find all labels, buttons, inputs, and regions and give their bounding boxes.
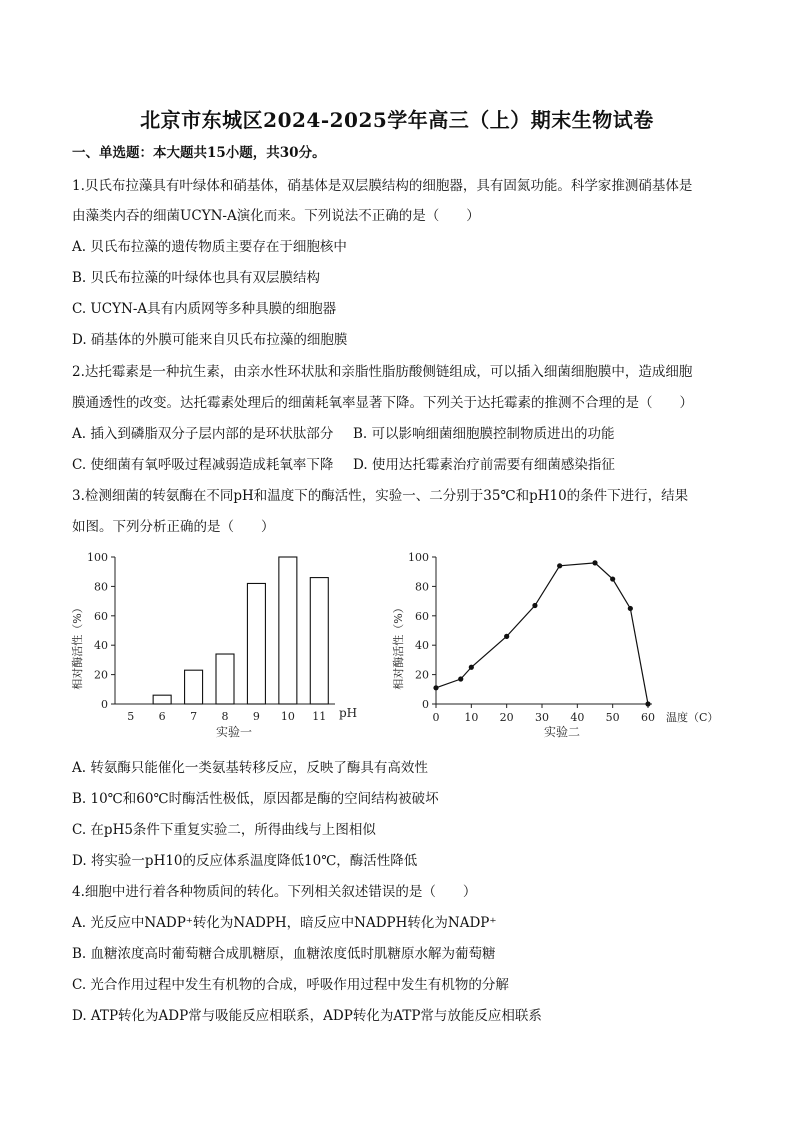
q2-option-b: B. 可以影响细菌细胞膜控制物质进出的功能 bbox=[353, 426, 615, 442]
series-line bbox=[436, 563, 648, 704]
line-chart-experiment-2 bbox=[390, 546, 735, 751]
q4-stem-line1: 4.细胞中进行着各种物质间的转化。下列相关叙述错误的是（ ） bbox=[72, 884, 477, 900]
q3-option-c: C. 在pH5条件下重复实验二，所得曲线与上图相似 bbox=[72, 822, 376, 838]
chart-caption: 实验一 bbox=[215, 725, 253, 739]
data-point bbox=[610, 576, 615, 581]
q1-stem-line2: 由藻类内吞的细菌UCYN-A演化而来。下列说法不正确的是（ ） bbox=[72, 208, 480, 224]
x-tick-label: 8 bbox=[221, 710, 229, 723]
q1-option-d: D. 硝基体的外膜可能来自贝氏布拉藻的细胞膜 bbox=[72, 332, 348, 348]
x-tick-label: 11 bbox=[312, 710, 327, 723]
page-title: 北京市东城区2024-2025学年高三（上）期末生物试卷 bbox=[140, 108, 654, 132]
bar-ph-6 bbox=[153, 695, 171, 704]
y-tick-label: 100 bbox=[87, 551, 108, 564]
x-tick-label: 50 bbox=[605, 711, 620, 724]
chart-caption: 实验二 bbox=[543, 725, 581, 739]
bar-ph-10 bbox=[279, 557, 297, 704]
y-tick-label: 60 bbox=[415, 609, 429, 623]
data-point bbox=[645, 701, 650, 706]
q4-option-b: B. 血糖浓度高时葡萄糖合成肌糖原，血糖浓度低时肌糖原水解为葡萄糖 bbox=[72, 946, 496, 962]
x-tick-label: 20 bbox=[499, 711, 514, 724]
bar-chart-experiment-1 bbox=[64, 546, 364, 751]
q4-option-a: A. 光反应中NADP⁺转化为NADPH，暗反应中NADPH转化为NADP⁺ bbox=[72, 915, 497, 931]
q3-option-a: A. 转氨酶只能催化一类氨基转移反应，反映了酶具有高效性 bbox=[72, 760, 428, 776]
q4-option-c: C. 光合作用过程中发生有机物的合成，呼吸作用过程中发生有机物的分解 bbox=[72, 977, 509, 993]
q2-option-c: C. 使细菌有氧呼吸过程减弱造成耗氧率下降 bbox=[72, 457, 334, 473]
data-point bbox=[433, 685, 438, 690]
x-tick-label: 10 bbox=[280, 710, 295, 723]
data-point bbox=[628, 606, 633, 611]
y-tick-label: 100 bbox=[408, 551, 429, 564]
x-tick-label: 10 bbox=[464, 711, 479, 724]
section-heading: 一、单选题：本大题共15小题，共30分。 bbox=[72, 145, 326, 161]
x-tick-label: 9 bbox=[252, 710, 260, 723]
x-tick-label: 0 bbox=[432, 711, 440, 724]
y-tick-label: 40 bbox=[94, 639, 108, 653]
q3-option-b: B. 10℃和60℃时酶活性极低，原因都是酶的空间结构被破坏 bbox=[72, 791, 439, 807]
y-tick-label: 80 bbox=[94, 580, 108, 594]
data-point bbox=[532, 603, 537, 608]
q2-option-d: D. 使用达托霉素治疗前需要有细菌感染指征 bbox=[353, 457, 615, 473]
x-tick-label: 30 bbox=[535, 711, 549, 724]
y-tick-label: 60 bbox=[94, 609, 108, 623]
data-point bbox=[592, 560, 597, 565]
y-tick-label: 40 bbox=[415, 639, 429, 653]
y-tick-label: 0 bbox=[422, 698, 429, 711]
q1-option-b: B. 贝氏布拉藻的叶绿体也具有双层膜结构 bbox=[72, 270, 321, 286]
q2-stem-line1: 2.达托霉素是一种抗生素，由亲水性环状肽和亲脂性脂肪酸侧链组成，可以插入细菌细胞膜中，造成细胞 bbox=[72, 364, 693, 380]
y-axis-label: 相对酶活性（%） bbox=[71, 602, 84, 690]
q1-stem-line1: 1.贝氏布拉藻具有叶绿体和硝基体，硝基体是双层膜结构的细胞器，具有固氮功能。科学家推测硝基体是 bbox=[72, 178, 693, 194]
data-point bbox=[557, 563, 562, 568]
y-tick-label: 20 bbox=[415, 668, 429, 682]
bar-ph-11 bbox=[310, 578, 328, 704]
x-axis-label: 温度（C） bbox=[666, 711, 719, 724]
q2-option-a: A. 插入到磷脂双分子层内部的是环状肽部分 bbox=[72, 426, 334, 442]
data-point bbox=[469, 665, 474, 670]
x-tick-label: 7 bbox=[190, 710, 198, 723]
bar-ph-7 bbox=[185, 670, 203, 704]
y-tick-label: 0 bbox=[101, 698, 108, 711]
x-tick-label: 6 bbox=[158, 710, 166, 723]
q3-stem-line2: 如图。下列分析正确的是（ ） bbox=[72, 519, 275, 535]
q1-option-a: A. 贝氏布拉藻的遗传物质主要存在于细胞核中 bbox=[72, 239, 347, 255]
q1-option-c: C. UCYN-A具有内质网等多种具膜的细胞器 bbox=[72, 301, 337, 317]
x-axis-label: pH bbox=[339, 706, 358, 720]
q3-stem-line1: 3.检测细菌的转氨酶在不同pH和温度下的酶活性，实验一、二分别于35℃和pH10的条件下进行，结果 bbox=[72, 488, 689, 504]
x-tick-label: 5 bbox=[127, 710, 135, 723]
y-axis-label: 相对酶活性（%） bbox=[392, 602, 405, 690]
q4-option-d: D. ATP转化为ADP常与吸能反应相联系，ADP转化为ATP常与放能反应相联系 bbox=[72, 1008, 542, 1024]
data-point bbox=[504, 634, 509, 639]
x-tick-label: 40 bbox=[570, 711, 585, 724]
x-tick-label: 60 bbox=[641, 711, 655, 724]
bar-ph-9 bbox=[247, 583, 265, 704]
q2-stem-line2: 膜通透性的改变。达托霉素处理后的细菌耗氧率显著下降。下列关于达托霉素的推测不合理的是（ ） bbox=[72, 395, 693, 411]
q3-option-d: D. 将实验一pH10的反应体系温度降低10℃，酶活性降低 bbox=[72, 853, 418, 869]
y-tick-label: 80 bbox=[415, 580, 429, 594]
data-point bbox=[458, 676, 463, 681]
bar-ph-8 bbox=[216, 654, 234, 704]
y-tick-label: 20 bbox=[94, 668, 108, 682]
